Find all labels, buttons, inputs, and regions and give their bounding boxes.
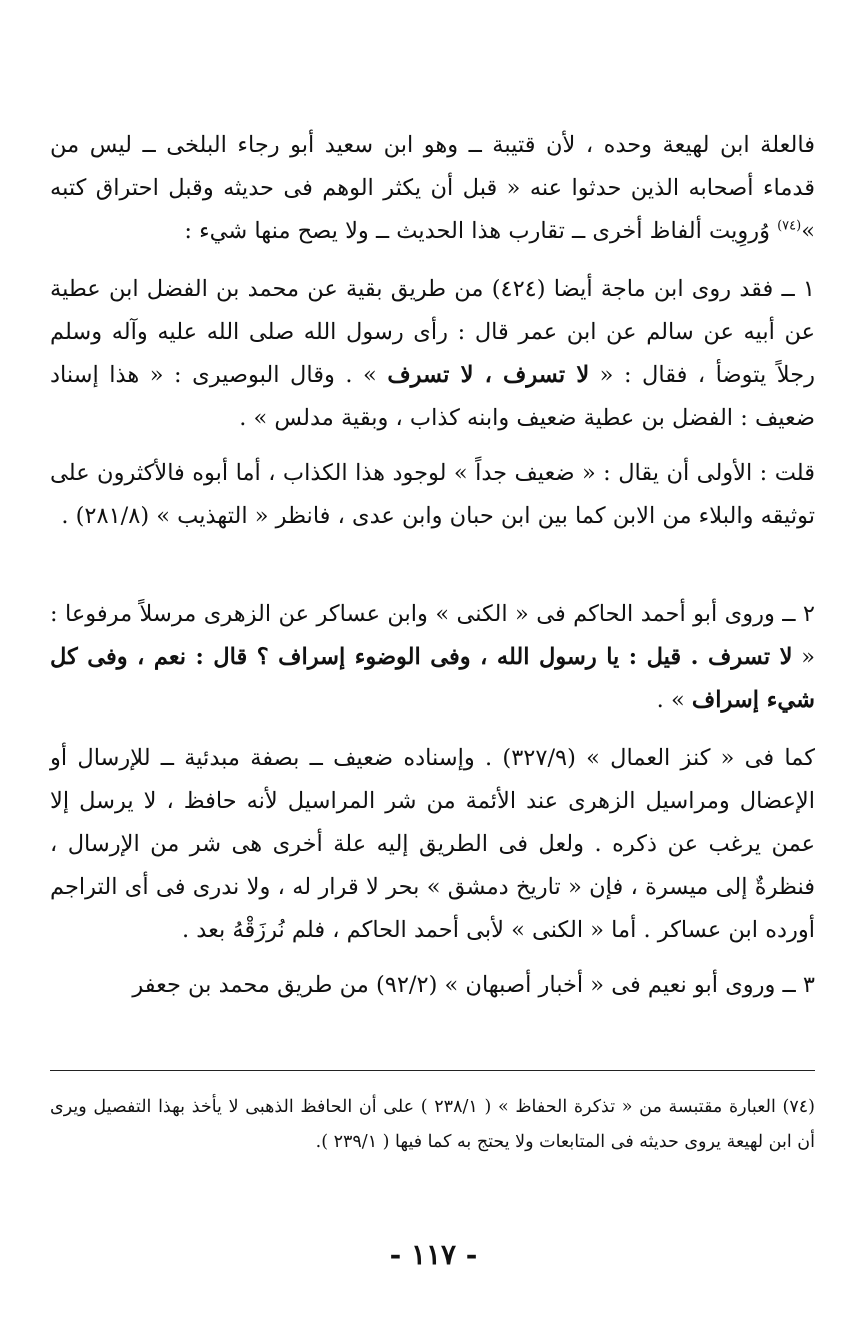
paragraph-hadith-3 [50,964,815,1007]
paragraph-intro-text-continued: وُروِيت ألفاظ أخرى ــ تقارب هذا الحديث ــ ولا يصح منها شيء : [184,218,778,244]
paragraph-comment [50,452,815,538]
paragraph-intro [50,124,815,253]
page-number: - ١١٧ - [389,1238,478,1271]
paragraph-hadith-3-text: ٣ ــ وروى أبو نعيم فى « أخبار أصبهان » (٩٢/٢) من طريق محمد بن جعفر [132,972,815,998]
footnote-divider [50,1070,815,1071]
paragraph-hadith-1-bold: لا تسرف ، لا تسرف [387,362,590,388]
paragraph-hadith-1-post: » . وقال البوصيرى : « هذا إسناد ضعيف : الفضل بن عطية ضعيف وابنه كذاب ، وبقية مدلس » . [50,362,815,431]
footnote-74: (٧٤) العبارة مقتبسة من « تذكرة الحفاظ » ( ٢٣٨/١ ) على أن الحافظ الذهبى لا يأخذ بهذا التفصيل ويرى أن ابن لهيعة يروى حديثه فى المتابعات ولا يحتج به كما فيها ( ٢٣٩/١ ). [50,1097,815,1152]
paragraph-hadith-1 [50,268,815,440]
paragraph-analysis [50,737,815,952]
paragraph-hadith-1-pre: ١ ــ فقد روى ابن ماجة أيضا (٤٢٤) من طريق بقية عن محمد بن الفضل ابن عطية عن أبيه عن سالم عن ابن عمر قال : رأى رسول الله صلى الله عليه وآله وسلم رجلاً يتوضأ ، فقال : « [50,276,815,388]
paragraph-hadith-2-pre: ٢ ــ وروى أبو أحمد الحاكم فى « الكنى » وابن عساكر عن الزهرى مرسلاً مرفوعا : « [50,601,816,670]
paragraph-analysis-text: كما فى « كنز العمال » (٣٢٧/٩) . وإسناده ضعيف ــ بصفة مبدئية ــ للإرسال أو الإعضال ومراسيل الزهرى عند الأئمة من شر المراسيل لأنه حافظ ، لا يرسل إلا عمن يرغب عن ذكره . ولعل فى الطريق إليه علة أخرى هى شر من الإرسال ، فنظرةٌ إلى ميسرة ، فإن « تاريخ دمشق » بحر لا قرار له ، ولا ندرى فى أى التراجم أورده ابن عساكر . أما « الكنى » لأبى أحمد الحاكم ، فلم نُرزَقْهُ بعد . [50,745,815,943]
paragraph-hadith-2-bold: لا تسرف . قيل : يا رسول الله ، وفى الوضوء إسراف ؟ قال : نعم ، وفى كل شيء إسراف [50,644,815,713]
paragraph-hadith-2 [50,593,815,722]
paragraph-hadith-2-post: » . [656,687,692,713]
paragraph-intro-text: فالعلة ابن لهيعة وحده ، لأن قتيبة ــ وهو ابن سعيد أبو رجاء البلخى ــ ليس من قدماء أصحابه الذين حدثوا عنه « قبل أن يكثر الوهم فى حديثه وقبل احتراق كتبه » [50,132,815,244]
paragraph-comment-text: قلت : الأولى أن يقال : « ضعيف جداً » لوجود هذا الكذاب ، أما أبوه فالأكثرون على توثيقه والبلاء من الابن كما بين ابن حبان وابن عدى ، فانظر « التهذيب » (٢٨١/٨) . [50,460,815,529]
footnote-reference: (٧٤) [777,218,802,234]
